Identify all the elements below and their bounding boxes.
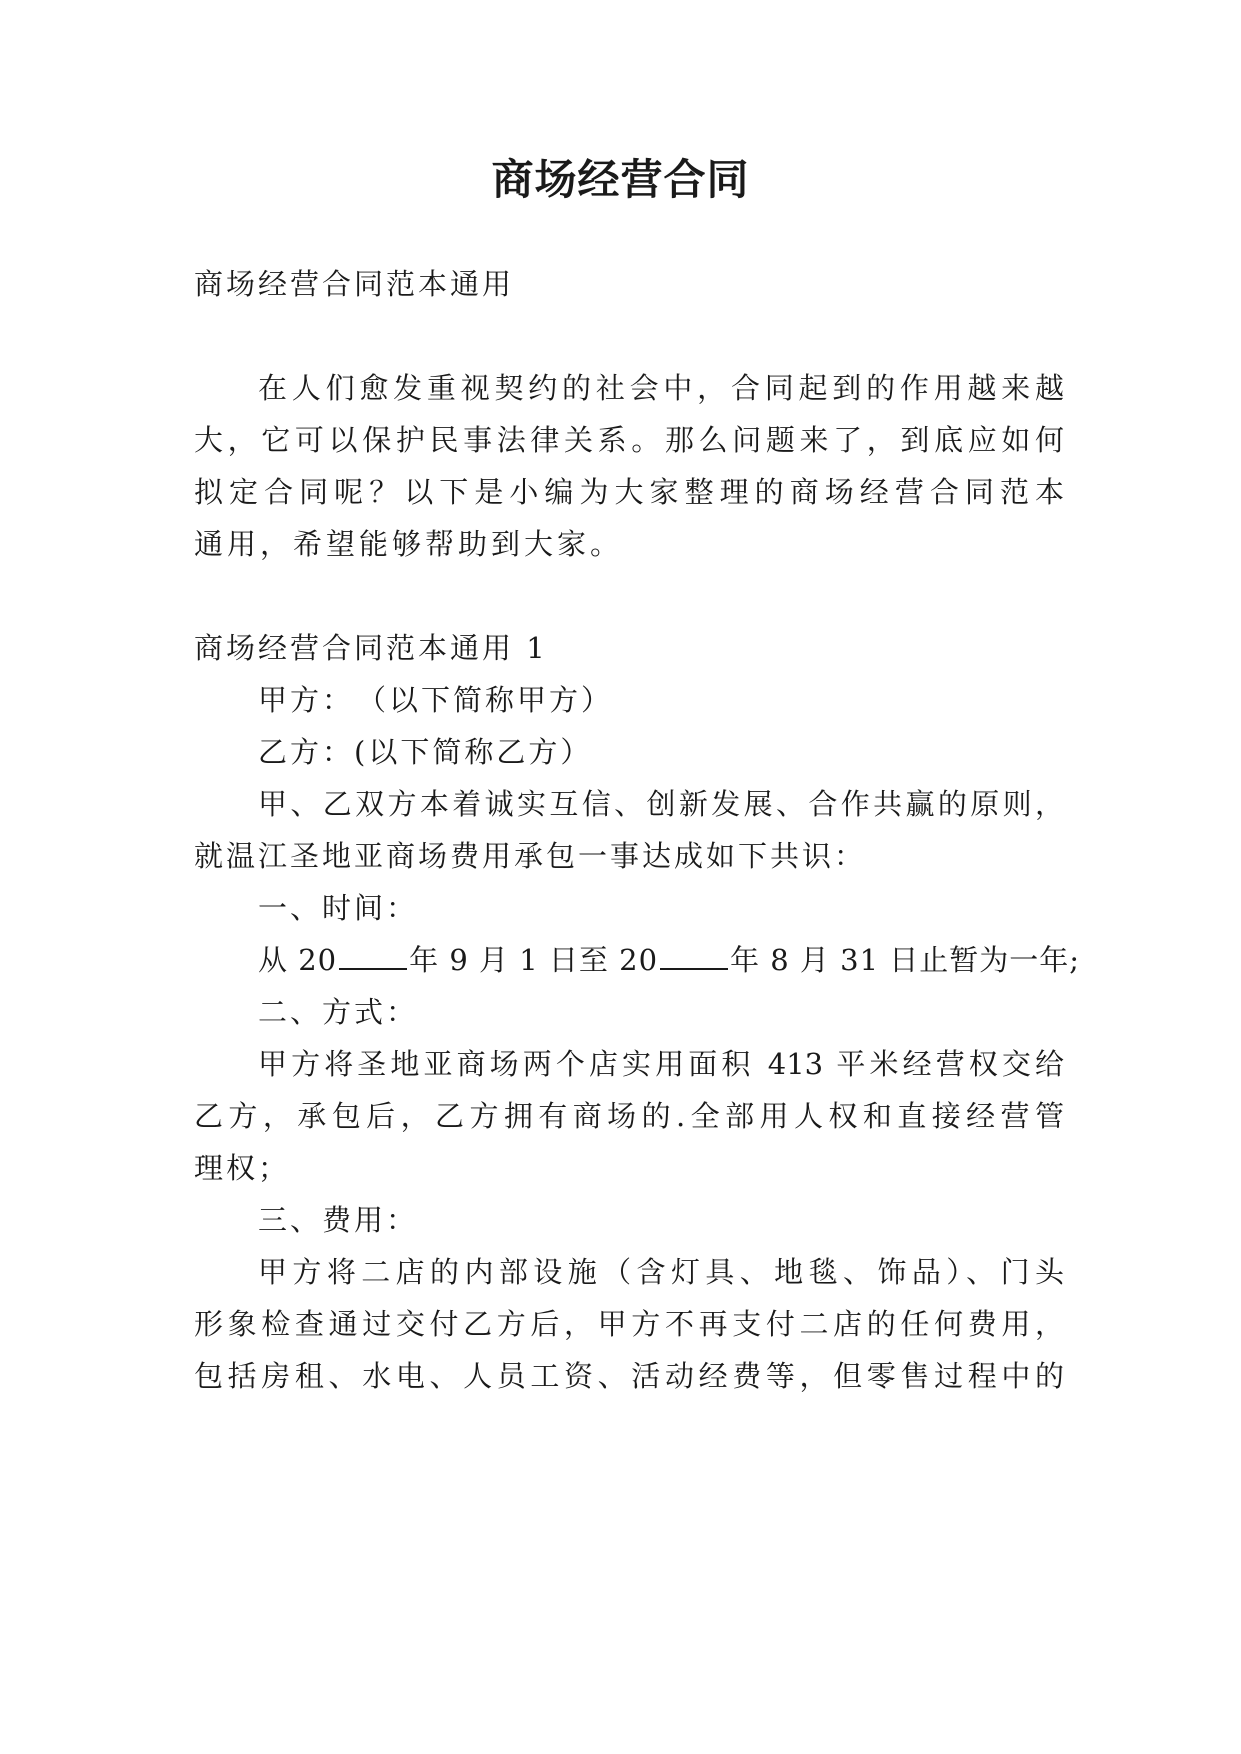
item1-text-part1: 从 20	[258, 943, 338, 977]
intro-line-3: 拟定合同呢？以下是小编为大家整理的商场经营合同范本	[194, 475, 1064, 509]
year-blank-1	[339, 942, 407, 970]
intro-line-4: 通用，希望能够帮助到大家。	[194, 527, 624, 561]
document-title: 商场经营合同	[491, 155, 750, 204]
year-blank-2	[660, 942, 728, 970]
item1-text	[258, 940, 1081, 980]
principle-line-2: 就温江圣地亚商场费用承包一事达成如下共识：	[194, 839, 867, 873]
item3-heading: 三、费用：	[258, 1203, 419, 1237]
document-subtitle: 商场经营合同范本通用	[194, 267, 515, 301]
section-heading: 商场经营合同范本通用 1	[194, 631, 548, 665]
item1-text-part3: 年 8 月 31 日止暂为一年;	[730, 943, 1081, 977]
principle-line-1: 甲、乙双方本着诚实互信、创新发展、合作共赢的原则，	[258, 787, 1064, 821]
item2-line-3: 理权；	[194, 1151, 291, 1185]
item2-line-2: 乙方，承包后，乙方拥有商场的.全部用人权和直接经营管	[194, 1099, 1064, 1133]
item3-line-1: 甲方将二店的内部设施（含灯具、地毯、饰品）、门头	[258, 1255, 1064, 1289]
item1-heading: 一、时间：	[258, 891, 419, 925]
intro-line-1: 在人们愈发重视契约的社会中，合同起到的作用越来越	[258, 371, 1064, 405]
item3-line-2: 形象检查通过交付乙方后，甲方不再支付二店的任何费用，	[194, 1307, 1064, 1341]
item2-heading: 二、方式：	[258, 995, 419, 1029]
item3-line-3: 包括房租、水电、人员工资、活动经费等，但零售过程中的	[194, 1359, 1064, 1393]
party-a: 甲方： （以下简称甲方）	[258, 683, 614, 717]
intro-line-2: 大，它可以保护民事法律关系。那么问题来了，到底应如何	[194, 423, 1064, 457]
party-b: 乙方：(以下简称乙方）	[258, 735, 593, 769]
item2-line-1: 甲方将圣地亚商场两个店实用面积 413 平米经营权交给	[258, 1047, 1064, 1081]
item1-text-part2: 年 9 月 1 日至 20	[409, 943, 659, 977]
